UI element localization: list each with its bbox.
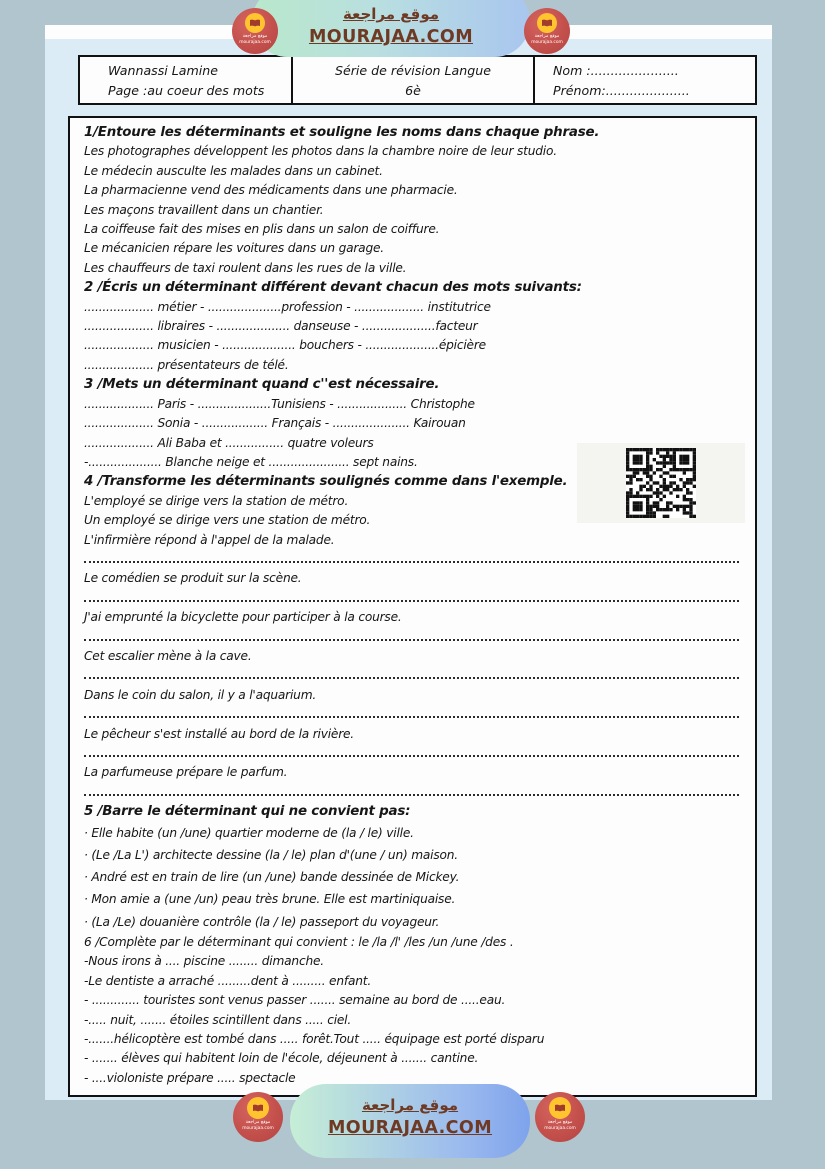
book-icon: [549, 1097, 571, 1119]
example-line: L'employé se dirige vers la station de métro.: [84, 493, 349, 508]
choice-line: · Mon amie a (une /un) peau très brune. Elle est martiniquaise.: [84, 892, 456, 907]
fill-in-line: - ............. touristes sont venus passer ....... semaine au bord de .....eau.: [84, 993, 506, 1008]
fill-in-line: -.......hélicoptère est tombé dans ..... forêt.Tout ..... équipage est porté disparu: [84, 1032, 545, 1047]
book-icon: [245, 13, 265, 33]
series-title: Série de révision Langue: [335, 63, 491, 78]
fill-in-line: ................... métier - ....................profession - ................... institutrice: [84, 299, 491, 314]
fill-in-line: ................... musicien - .................... bouchers - ....................épicière: [84, 338, 486, 353]
fill-in-line: -..... nuit, ....... étoiles scintillent dans ..... ciel.: [84, 1012, 352, 1027]
badge-site-label: mourajaa.com: [544, 1125, 576, 1131]
sentence-line: Les maçons travaillent dans un chantier.: [84, 202, 324, 217]
header-cell-student: [535, 57, 755, 103]
sentence-line: La parfumeuse prépare le parfum.: [84, 765, 288, 780]
sentence-line: J'ai emprunté la bicyclette pour participer à la course.: [84, 610, 402, 625]
header-table: [78, 55, 757, 105]
sentence-line: L'infirmière répond à l'appel de la malade.: [84, 532, 335, 547]
fill-in-line: ................... présentateurs de télé.: [84, 357, 289, 372]
badge-arabic-label: موقع مراجعة: [242, 34, 268, 39]
badge-arabic-label: موقع مراجعة: [245, 1120, 271, 1125]
fill-in-line: -Le dentiste a arraché .........dent à ......... enfant.: [84, 973, 372, 988]
answer-line: [84, 783, 741, 802]
author-name: Wannassi Lamine: [108, 63, 219, 78]
badge-arabic-label: موقع مراجعة: [547, 1120, 573, 1125]
sentence-line: Le mécanicien répare les voitures dans un garage.: [84, 241, 384, 256]
fill-in-line: -Nous irons à .... piscine ........ dimanche.: [84, 954, 324, 969]
banner-arabic-link[interactable]: موقع مراجعة: [361, 1096, 459, 1114]
mourajaa-banner-top[interactable]: [252, 0, 530, 57]
sentence-line: Cet escalier mène à la cave.: [84, 648, 252, 663]
sentence-line: Le pêcheur s'est installé au bord de la rivière.: [84, 726, 354, 741]
choice-line: · André est en train de lire (un /une) bande dessinée de Mickey.: [84, 870, 460, 885]
exercise-1-title: 1/Entoure les déterminants et souligne les noms dans chaque phrase.: [84, 125, 600, 140]
sentence-line: Dans le coin du salon, il y a l'aquarium.: [84, 687, 317, 702]
qr-code[interactable]: [626, 448, 696, 518]
mourajaa-logo-badge: [535, 1092, 585, 1142]
book-icon: [537, 13, 557, 33]
qr-panel: [577, 443, 745, 523]
exercise-3-title: 3 /Mets un déterminant quand c''est nécessaire.: [84, 377, 440, 393]
book-icon: [247, 1097, 269, 1119]
banner-arabic-link[interactable]: موقع مراجعة: [342, 5, 440, 23]
choice-line: · Elle habite (un /une) quartier moderne de (la / le) ville.: [84, 825, 414, 840]
mourajaa-logo-badge: [524, 8, 570, 54]
exercise-box: [68, 116, 757, 1097]
exercise-4-title: 4 /Transforme les déterminants soulignés comme dans l'exemple.: [84, 474, 568, 490]
mourajaa-logo-badge: [232, 8, 278, 54]
sentence-line: Le comédien se produit sur la scène.: [84, 571, 302, 586]
sentence-line: Les chauffeurs de taxi roulent dans les rues de la ville.: [84, 260, 407, 275]
badge-arabic-label: موقع مراجعة: [534, 34, 560, 39]
fill-in-line: ................... Ali Baba et ................ quatre voleurs: [84, 435, 374, 450]
page-ref: Page :au coeur des mots: [108, 83, 265, 98]
answer-line: [84, 589, 741, 608]
mourajaa-banner-bottom[interactable]: [290, 1084, 530, 1158]
header-cell-author: [80, 57, 293, 103]
choice-line: · (La /Le) douanière contrôle (la / le) passeport du voyageur.: [84, 914, 440, 929]
answer-line: [84, 550, 741, 569]
exercise-2-title: 2 /Écris un déterminant différent devant chacun des mots suivants:: [84, 280, 582, 296]
exercise-5-title: 5 /Barre le déterminant qui ne convient pas:: [84, 804, 411, 820]
answer-line: [84, 628, 741, 647]
fill-in-line: -.................... Blanche neige et ...................... sept nains.: [84, 454, 418, 469]
choice-line: · (Le /La L') architecte dessine (la / le) plan d'(une / un) maison.: [84, 847, 458, 862]
sentence-line: La pharmacienne vend des médicaments dans une pharmacie.: [84, 183, 458, 198]
example-line: Un employé se dirige vers une station de métro.: [84, 513, 371, 528]
fill-in-line: ................... libraires - .................... danseuse - ....................facteur: [84, 319, 478, 334]
worksheet-page: [45, 25, 772, 1100]
answer-line: [84, 666, 741, 685]
fill-in-line: ................... Paris - ....................Tunisiens - ................... Christophe: [84, 396, 475, 411]
badge-site-label: mourajaa.com: [239, 39, 271, 45]
badge-site-label: mourajaa.com: [242, 1125, 274, 1131]
sentence-line: La coiffeuse fait des mises en plis dans un salon de coiffure.: [84, 222, 440, 237]
sentence-line: Le médecin ausculte les malades dans un cabinet.: [84, 163, 383, 178]
grade-level: 6è: [405, 83, 421, 98]
banner-domain-link[interactable]: MOURAJAA.COM: [308, 27, 474, 47]
firstname-field: Prénom:.....................: [553, 83, 690, 98]
fill-in-line: - ....violoniste prépare ..... spectacle: [84, 1070, 296, 1085]
fill-in-line: ................... Sonia - .................. Français - ..................... Kairouan: [84, 416, 466, 431]
header-cell-series: [293, 57, 535, 103]
answer-line: [84, 744, 741, 763]
exercise-6-title: 6 /Complète par le déterminant qui convient : le /la /l' /les /un /une /des .: [84, 935, 514, 949]
banner-domain-link[interactable]: MOURAJAA.COM: [327, 1118, 493, 1138]
answer-line: [84, 705, 741, 724]
mourajaa-logo-badge: [233, 1092, 283, 1142]
badge-site-label: mourajaa.com: [531, 39, 563, 45]
name-field: Nom :......................: [553, 63, 679, 78]
fill-in-line: - ....... élèves qui habitent loin de l'école, déjeunent à ....... cantine.: [84, 1051, 479, 1066]
sentence-line: Les photographes développent les photos dans la chambre noire de leur studio.: [84, 144, 557, 159]
